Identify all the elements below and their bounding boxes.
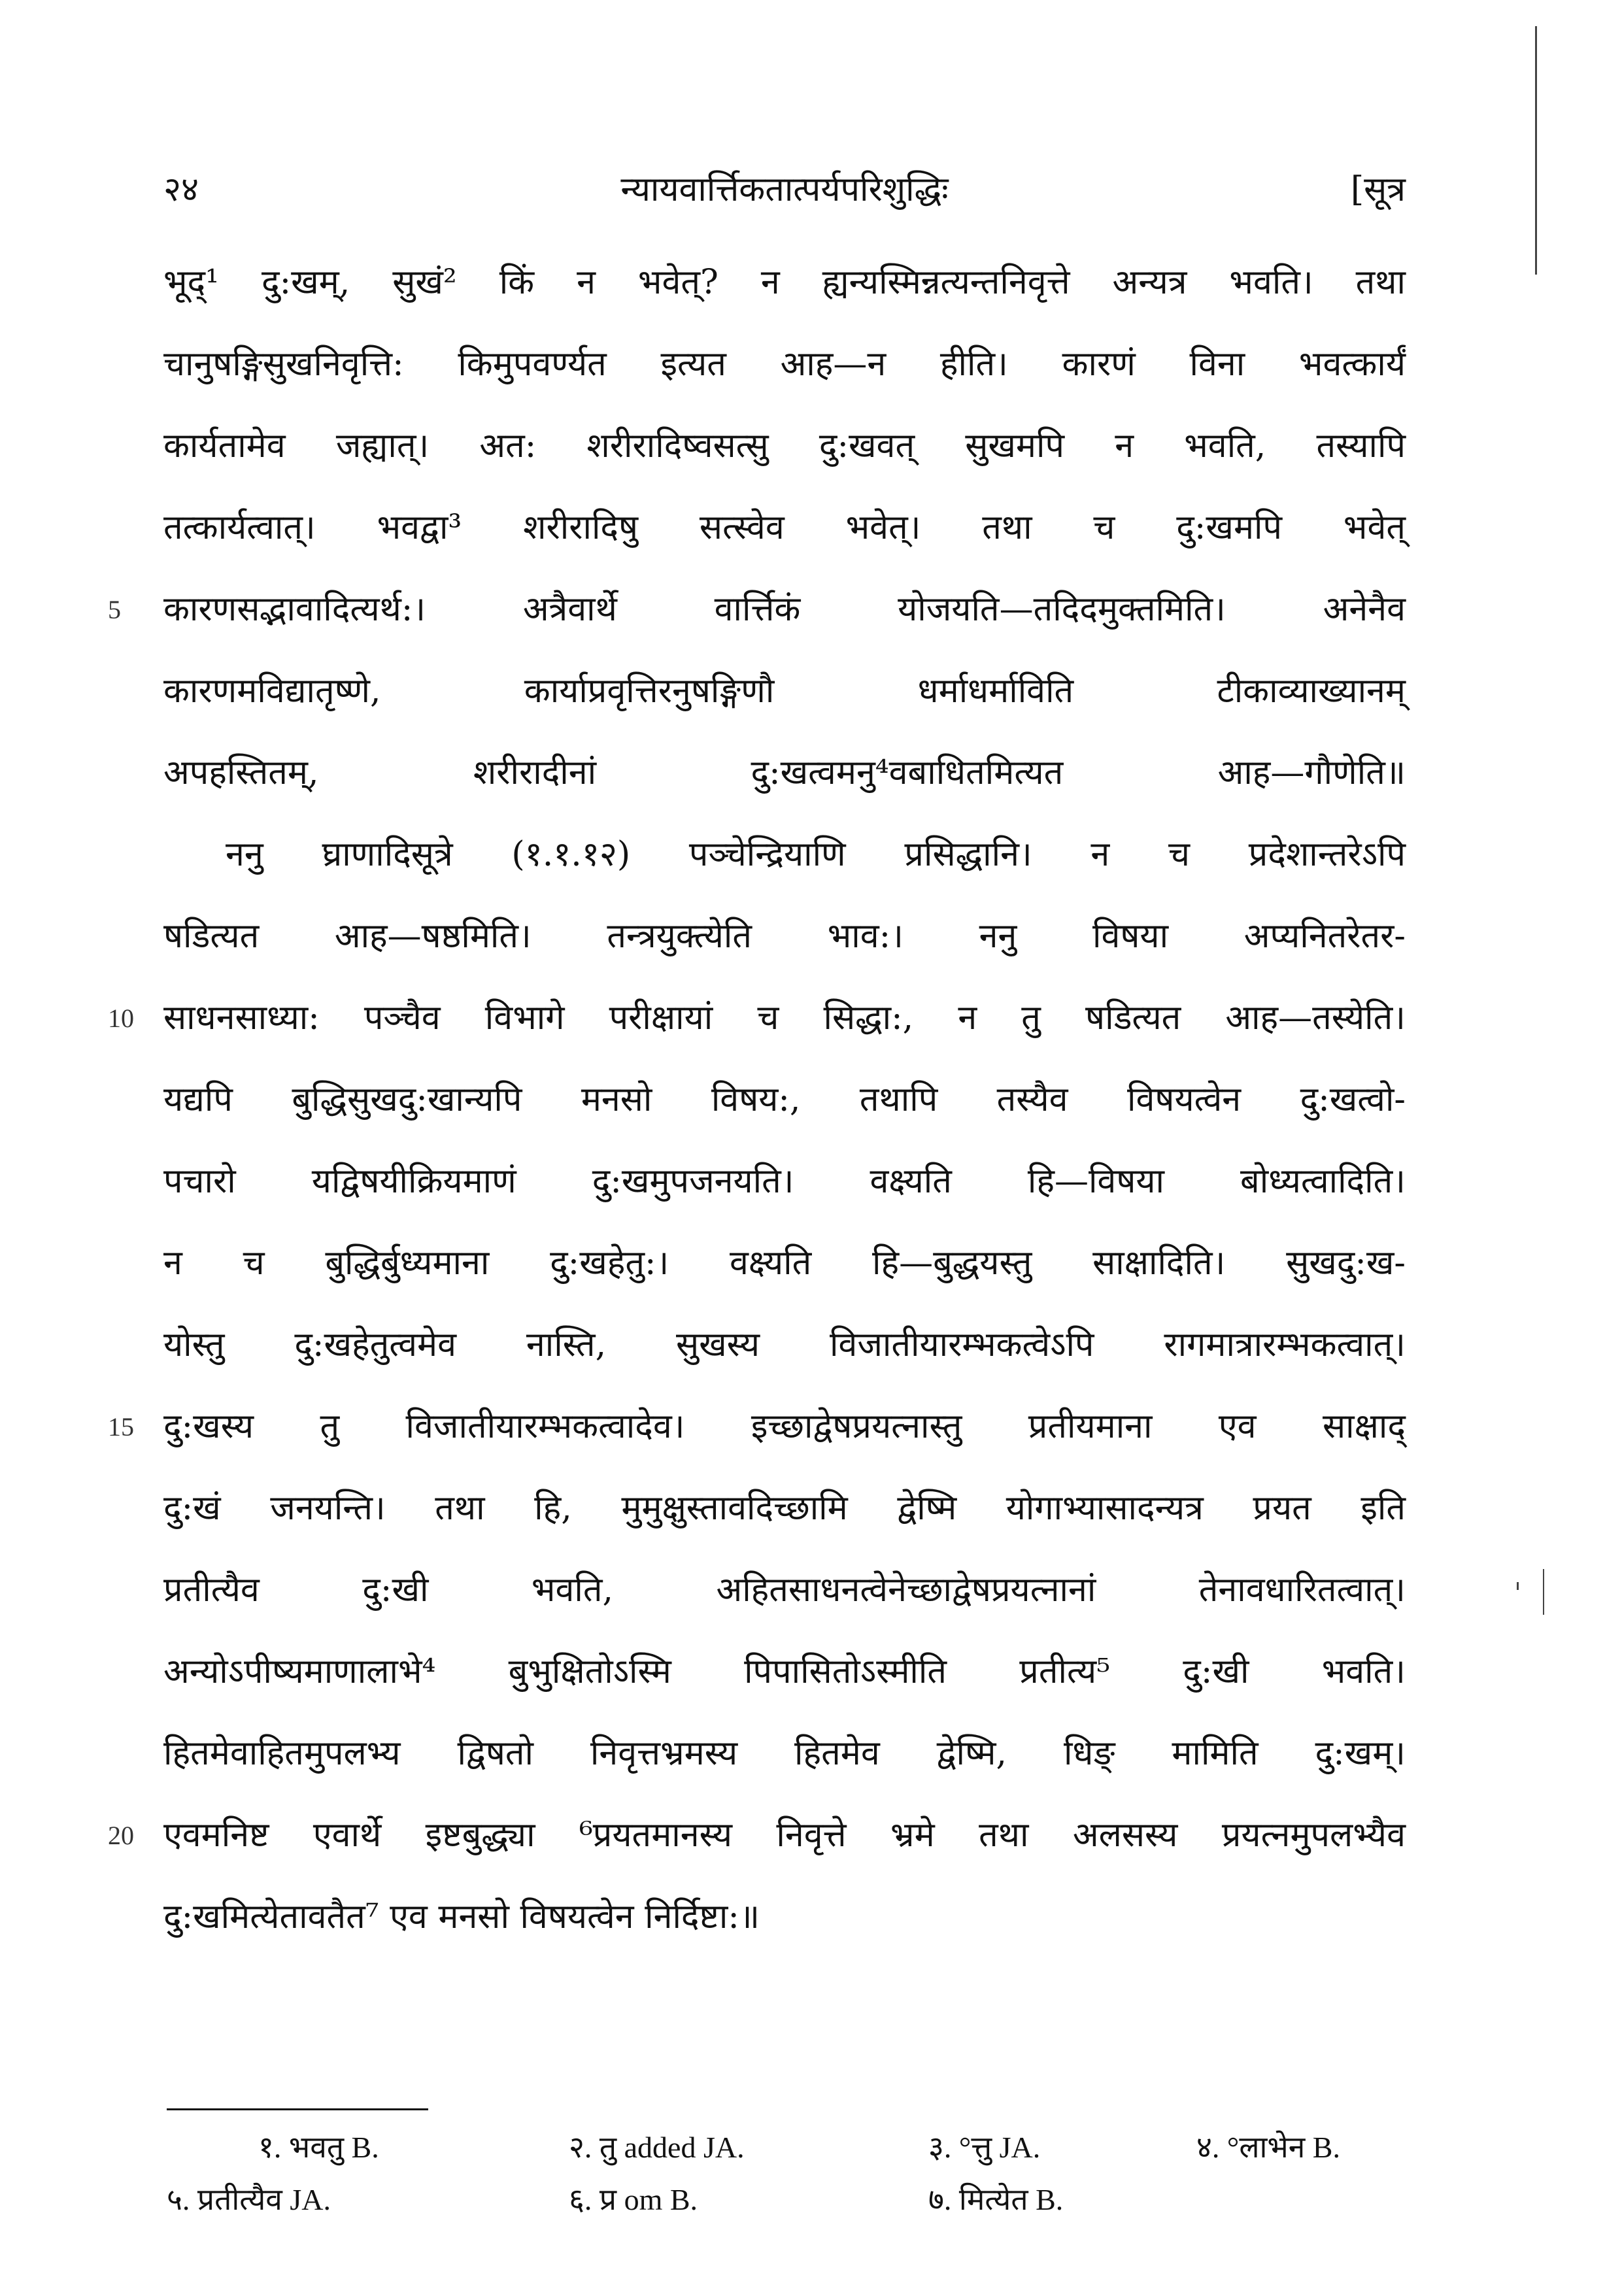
line-text: एवमनिष्ट एवार्थे इष्टबुद्ध्या ⁶प्रयतमानस्य निवृत्ते भ्रमे तथा अलसस्य प्रयत्नमुपलभ्यैव [163,1815,1406,1855]
footnote: ३. °त्तु JA. [928,2131,1041,2164]
text-line [163,1059,1406,1141]
scan-speck [1543,1569,1544,1615]
text-line [163,896,1406,977]
page-header [163,163,1406,216]
line-text: चानुषङ्गिसुखनिवृत्ति: किमुपवर्ण्यत इत्यत आह—न हीति। कारणं विना भवत्कार्यं [163,345,1406,384]
line-text: दु:खस्य तु विजातीयारम्भकत्वादेव। इच्छाद्वेषप्रयत्नास्तु प्रतीयमाना एव साक्षाद् [163,1407,1406,1446]
page-number: २४ [163,170,199,209]
text-line [163,732,1406,814]
text-line [108,1795,1406,1876]
text-line [163,1223,1406,1304]
line-text: ननु घ्राणादिसूत्रे (१.१.१२) पञ्चेन्द्रियाणि प्रसिद्धानि। न च प्रदेशान्तरेऽपि [226,835,1406,874]
text-line [163,1304,1406,1386]
line-text: पचारो यद्विषयीक्रियमाणं दु:खमुपजनयति। वक्ष्यति हि—विषया बोध्यत्वादिति। [163,1162,1406,1201]
text-line [163,1468,1406,1549]
footnotes [163,2121,1406,2226]
line-text: हितमेवाहितमुपलभ्य द्विषतो निवृत्तभ्रमस्य हितमेव द्वेष्मि, धिङ् मामिति दु:खम्। [163,1734,1406,1773]
footnote-rule [167,2108,428,2110]
line-text: षडित्यत आह—षष्ठमिति। तन्त्रयुक्त्येति भाव:। ननु विषया अप्यनितरेतर- [163,917,1406,956]
text-line [163,1713,1406,1795]
section-mark: [सूत्र [1350,170,1406,209]
text-line [163,1549,1406,1631]
line-text: तत्कार्यत्वात्। भवद्वा³ शरीरादिषु सत्स्वेव भवेत्। तथा च दु:खमपि भवेत् [163,508,1406,547]
line-text: कारणसद्भावादित्यर्थ:। अत्रैवार्थे वार्त्तिकं योजयति—तदिदमुक्तमिति। अनेनैव [163,590,1406,629]
scan-edge-mark [1535,26,1537,275]
line-text: योस्तु दु:खहेतुत्वमेव नास्ति, सुखस्य विजातीयारम्भकत्वेऽपि रागमात्रारम्भकत्वात्। [163,1325,1406,1364]
line-text: भूद्¹ दु:खम्, सुखं² किं न भवेत्? न ह्यन्यस्मिन्नत्यन्तनिवृत्ते अन्यत्र भवति। तथा [163,263,1406,302]
footnote: ६. प्र om B. [569,2183,698,2216]
footnote: २. तु added JA. [569,2131,745,2164]
running-title: न्यायवार्त्तिकतात्पर्यपरिशुद्धिः [620,170,949,209]
footnote: १. भवतु B. [258,2131,379,2164]
text-line [163,1876,1406,1958]
line-text: दु:खं जनयन्ति। तथा हि, मुमुक्षुस्तावदिच्छामि द्वेष्मि योगाभ्यासादन्यत्र प्रयत इति [163,1489,1406,1528]
text-line [163,1631,1406,1713]
text-line [163,324,1406,405]
line-text: अन्योऽपीष्यमाणालाभे⁴ बुभुक्षितोऽस्मि पिपासितोऽस्मीति प्रतीत्य⁵ दु:खी भवति। [163,1652,1406,1691]
footnote: ५. प्रतीत्यैव JA. [167,2183,331,2216]
text-line [108,977,1406,1059]
line-text: कारणमविद्यातृष्णे, कार्याप्रवृत्तिरनुषङ्गिणौ धर्माधर्माविति टीकाव्याख्यानम् [163,671,1406,711]
text-line [163,1141,1406,1223]
line-text: प्रतीत्यैव दु:खी भवति, अहितसाधनत्वेनेच्छाद्वेषप्रयत्नानां तेनावधारितत्वात्। [163,1570,1406,1610]
text-line [163,814,1406,896]
footnote-row [163,2174,1406,2226]
text-line [108,1386,1406,1468]
footnote: ४. °लाभेन B. [1196,2131,1340,2164]
line-text: कार्यतामेव जह्यात्। अत: शरीरादिष्वसत्सु दु:खवत् सुखमपि न भवति, तस्यापि [163,426,1406,465]
line-number: 5 [108,595,121,624]
text-line [163,487,1406,569]
line-text: दु:खमित्येतावतैत⁷ एव मनसो विषयत्वेन निर्दिष्टा:॥ [163,1897,760,1936]
footnote: ७. मित्येत B. [928,2183,1064,2216]
text-line [108,569,1406,650]
line-text: अपहस्तितम्, शरीरादीनां दु:खत्वमनु⁴वबाधितमित्यत आह—गौणेति॥ [163,753,1406,792]
footnote-row [163,2121,1406,2174]
scan-speck [1517,1582,1519,1590]
line-text: साधनसाध्या: पञ्चैव विभागे परीक्षायां च सिद्धा:, न तु षडित्यत आह—तस्येति। [163,998,1406,1038]
line-number: 10 [108,1004,134,1033]
text-line [163,650,1406,732]
line-number: 15 [108,1412,134,1442]
text-line [163,242,1406,324]
line-text: न च बुद्धिर्बुध्यमाना दु:खहेतु:। वक्ष्यति हि—बुद्धयस्तु साक्षादिति। सुखदु:ख- [163,1243,1406,1283]
body-text [108,242,1406,1958]
text-line [163,405,1406,487]
line-number: 20 [108,1821,134,1850]
line-text: यद्यपि बुद्धिसुखदु:खान्यपि मनसो विषय:, तथापि तस्यैव विषयत्वेन दु:खत्वो- [163,1080,1406,1119]
